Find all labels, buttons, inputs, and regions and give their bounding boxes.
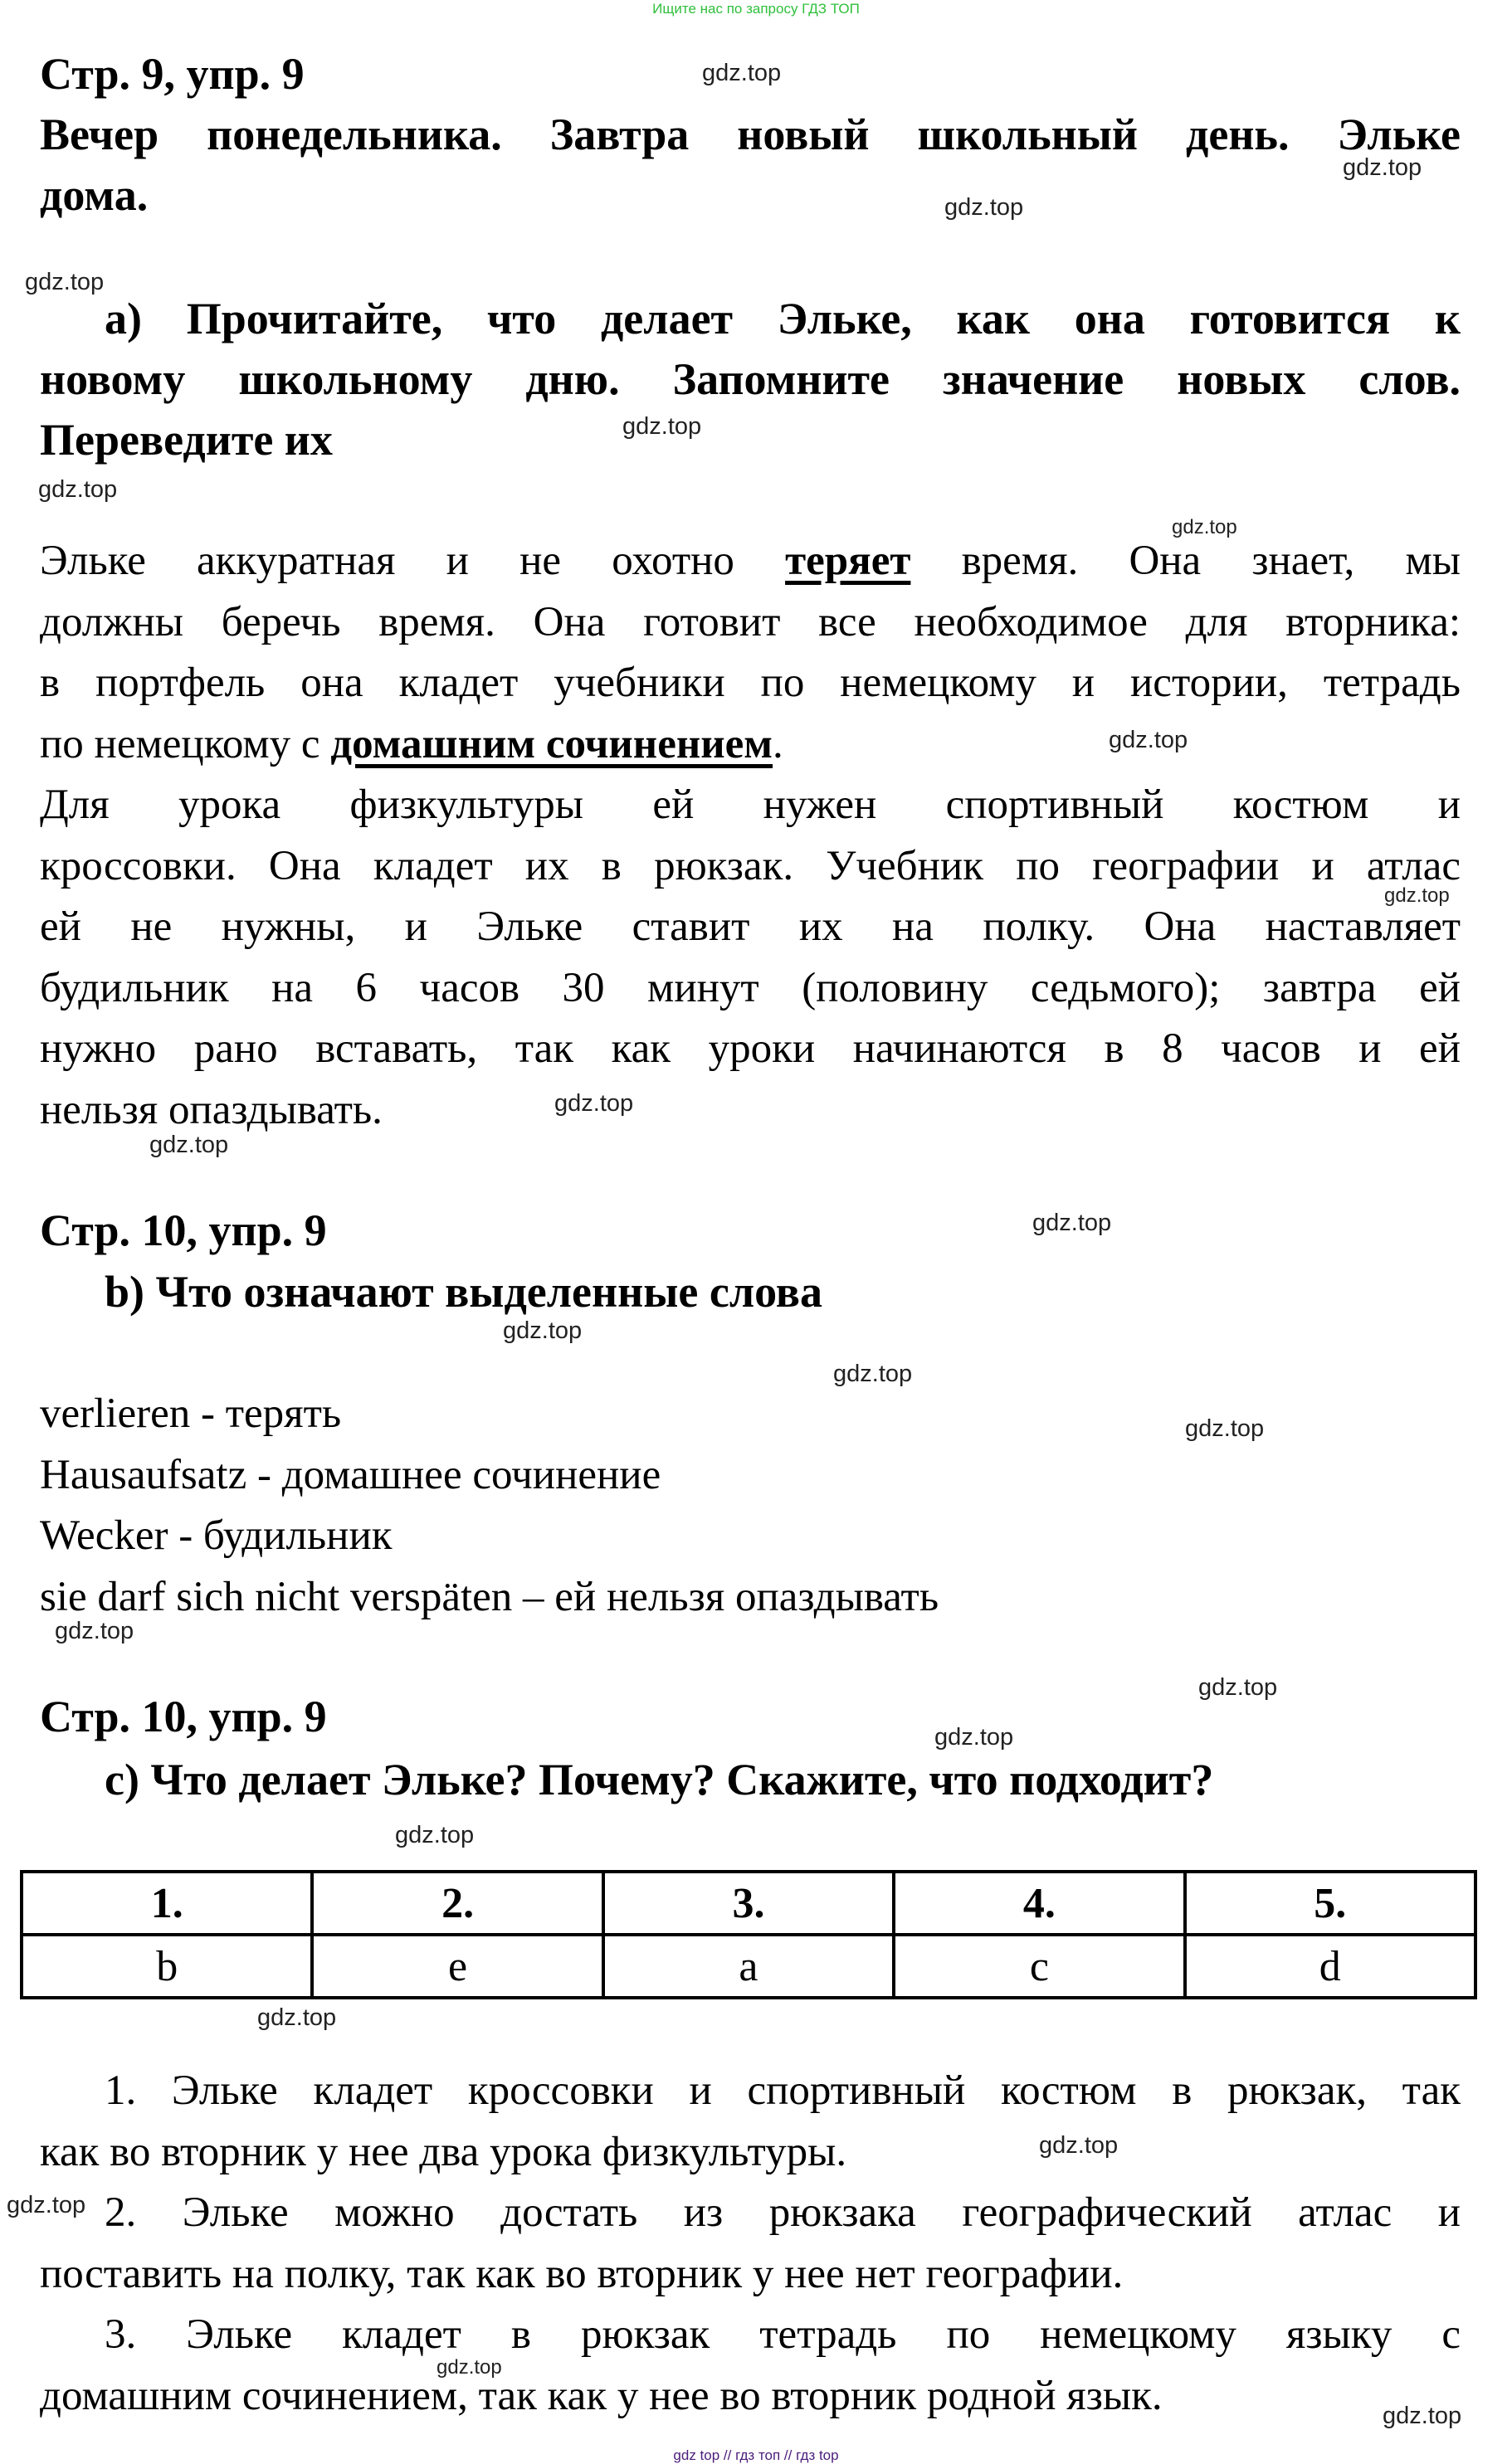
answer-2-line-2: поставить на полку, так как во вторник у нее нет географии. bbox=[40, 2250, 1124, 2297]
section-heading-p9: Стр. 9, упр. 9 bbox=[40, 49, 305, 99]
watermark: gdz.top bbox=[1172, 516, 1237, 538]
task-a-instructions bbox=[40, 289, 1461, 470]
watermark: gdz.top bbox=[1109, 727, 1188, 753]
table-header-row bbox=[22, 1872, 1475, 1935]
table-header-cell: 5. bbox=[1185, 1872, 1475, 1935]
table-header-cell: 1. bbox=[22, 1872, 312, 1935]
watermark: gdz.top bbox=[503, 1317, 583, 1344]
watermark: gdz.top bbox=[395, 1822, 475, 1848]
watermark: gdz.top bbox=[1032, 1210, 1112, 1236]
highlighted-word-teryaet: теряет bbox=[785, 538, 911, 584]
watermark: gdz.top bbox=[437, 2356, 502, 2379]
intro-paragraph bbox=[40, 105, 1461, 226]
table-cell: c bbox=[894, 1935, 1184, 1998]
watermark: gdz.top bbox=[257, 2004, 337, 2031]
table-header-cell: 3. bbox=[603, 1872, 894, 1935]
text-line-5: Для урока физкультуры ей нужен спортивный костюм и bbox=[40, 782, 1461, 828]
vocab-list bbox=[40, 1384, 939, 1628]
text-line-8: будильник на 6 часов 30 минут (половину седьмого); завтра ей bbox=[40, 964, 1461, 1011]
watermark: gdz.top bbox=[38, 476, 118, 503]
task-a-line-1: а) Прочитайте, что делает Эльке, как она готовится к bbox=[105, 294, 1461, 343]
intro-line-2: дома. bbox=[40, 170, 149, 220]
section-heading-p10-c: Стр. 10, упр. 9 bbox=[40, 1692, 327, 1741]
vocab-item: sie darf sich nicht verspäten – ей нельзя опаздывать bbox=[40, 1573, 939, 1620]
watermark: gdz.top bbox=[1384, 884, 1450, 907]
vocab-item: Wecker - будильник bbox=[40, 1512, 393, 1559]
reading-text bbox=[40, 531, 1461, 1141]
highlighted-word-sochinenie: домашним сочинением bbox=[330, 720, 773, 767]
watermark: gdz.top bbox=[1198, 1674, 1278, 1701]
answer-2-line-1: 2. Эльке можно достать из рюкзака географический атлас и bbox=[105, 2189, 1461, 2236]
watermark: gdz.top bbox=[1039, 2132, 1119, 2159]
table-header-cell: 2. bbox=[312, 1872, 602, 1935]
text-line-1: Эльке аккуратная и не охотно теряет время. Она знает, мы bbox=[40, 538, 1461, 584]
text-line-3: в портфель она кладет учебники по немецкому и истории, тетрадь bbox=[40, 660, 1461, 706]
watermark: gdz.top bbox=[7, 2192, 86, 2218]
watermark: gdz.top bbox=[944, 194, 1024, 221]
answer-3-line-1: 3. Эльке кладет в рюкзак тетрадь по немецкому языку с bbox=[105, 2311, 1461, 2358]
intro-line-1: Вечер понедельника. Завтра новый школьный день. Эльке bbox=[40, 110, 1461, 159]
table-cell: e bbox=[312, 1935, 602, 1998]
answers-text bbox=[40, 2061, 1461, 2427]
task-a-line-3: Переведите их bbox=[40, 415, 333, 465]
watermark: gdz.top bbox=[1185, 1415, 1265, 1442]
vocab-item: verlieren - терять bbox=[40, 1390, 342, 1437]
table-cell: a bbox=[603, 1935, 894, 1998]
watermark: gdz.top bbox=[149, 1132, 229, 1158]
watermark: gdz.top bbox=[833, 1361, 913, 1387]
watermark: gdz.top bbox=[25, 269, 105, 295]
table-cell: b bbox=[22, 1935, 312, 1998]
text-line-4: по немецкому с домашним сочинением. bbox=[40, 720, 783, 767]
answer-1-line-1: 1. Эльке кладет кроссовки и спортивный костюм в рюкзак, так bbox=[105, 2067, 1461, 2114]
table-header-cell: 4. bbox=[894, 1872, 1184, 1935]
text-line-7: ей не нужны, и Эльке ставит их на полку. Она наставляет bbox=[40, 903, 1461, 950]
watermark: gdz.top bbox=[55, 1618, 134, 1644]
site-banner-bottom: gdz top // гдз топ // гдз top bbox=[673, 2447, 839, 2463]
watermark: gdz.top bbox=[702, 60, 782, 86]
watermark: gdz.top bbox=[554, 1090, 634, 1117]
answer-table bbox=[20, 1870, 1477, 1999]
text-line-10: нельзя опаздывать. bbox=[40, 1086, 383, 1133]
site-banner-top: Ищите нас по запросу ГДЗ ТОП bbox=[652, 1, 860, 17]
text-line-6: кроссовки. Она кладет их в рюкзак. Учебник по географии и атлас bbox=[40, 842, 1461, 889]
task-a-line-2: новому школьному дню. Запомните значение новых слов. bbox=[40, 354, 1461, 404]
watermark: gdz.top bbox=[1383, 2403, 1462, 2429]
watermark: gdz.top bbox=[1343, 154, 1422, 181]
table-cell: d bbox=[1185, 1935, 1475, 1998]
watermark: gdz.top bbox=[934, 1724, 1014, 1751]
answer-1-line-2: как во вторник у нее два урока физкультуры. bbox=[40, 2128, 847, 2175]
table-row bbox=[22, 1935, 1475, 1998]
watermark: gdz.top bbox=[622, 413, 702, 440]
task-b-instructions: b) Что означают выделенные слова bbox=[105, 1267, 822, 1317]
section-heading-p10-b: Стр. 10, упр. 9 bbox=[40, 1205, 327, 1255]
text-line-9: нужно рано вставать, так как уроки начинаются в 8 часов и ей bbox=[40, 1025, 1461, 1072]
answer-3-line-2: домашним сочинением, так как у нее во вторник родной язык. bbox=[40, 2372, 1163, 2419]
text-line-2: должны беречь время. Она готовит все необходимое для вторника: bbox=[40, 598, 1461, 645]
vocab-item: Hausaufsatz - домашнее сочинение bbox=[40, 1451, 661, 1498]
task-c-instructions: c) Что делает Эльке? Почему? Скажите, что подходит? bbox=[105, 1755, 1214, 1804]
